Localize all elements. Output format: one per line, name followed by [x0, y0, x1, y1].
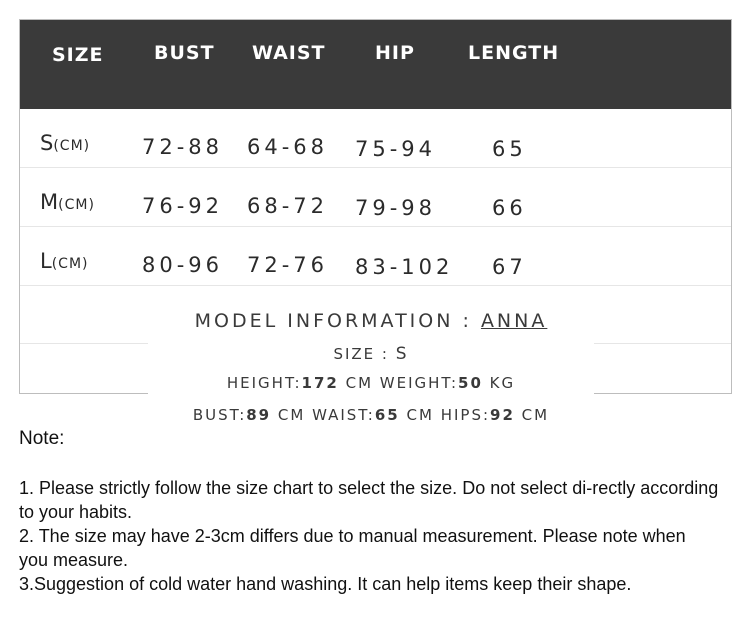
size-label: [40, 131, 90, 155]
bust-unit: CM: [271, 406, 313, 424]
model-measurements: [148, 406, 594, 424]
bust-value: 80-96: [142, 253, 224, 277]
model-info-title: [148, 310, 594, 332]
height-label: HEIGHT:: [226, 374, 302, 392]
length-value: 67: [492, 255, 527, 279]
note-item: 1. Please strictly follow the size chart to select the size. Do not select di-rectly according to your habits.: [19, 478, 719, 522]
model-info-label: MODEL INFORMATION :: [194, 310, 481, 332]
length-value: 65: [492, 137, 527, 161]
height-unit: CM: [338, 374, 380, 392]
table-row-l: [20, 227, 731, 286]
table-row-m: [20, 168, 731, 227]
size-chart-header: [20, 20, 731, 109]
hips-unit: CM: [514, 406, 550, 424]
waist-value: 68-72: [247, 194, 329, 218]
table-row-s: [20, 109, 731, 168]
waist-label: WAIST:: [312, 406, 375, 424]
model-bust-value: 89: [246, 406, 272, 424]
note-title: Note:: [19, 428, 65, 449]
size-unit: (CM): [58, 197, 95, 213]
model-height-weight: [148, 374, 594, 392]
size-letter: M: [40, 190, 59, 214]
model-size-value: S: [395, 344, 409, 364]
hips-label: HIPS:: [440, 406, 491, 424]
header-length: LENGTH: [468, 42, 560, 64]
hip-value: 83-102: [355, 255, 454, 279]
waist-value: 64-68: [247, 135, 329, 159]
hip-value: 75-94: [355, 137, 437, 161]
height-value: 172: [301, 374, 339, 392]
size-unit: (CM): [53, 138, 91, 154]
weight-value: 50: [458, 374, 483, 392]
model-hips-value: 92: [490, 406, 515, 424]
model-name: ANNA: [480, 310, 548, 332]
size-letter: S: [40, 131, 54, 155]
model-information: [148, 302, 594, 410]
length-value: 66: [492, 196, 527, 220]
bust-value: 72-88: [142, 135, 224, 159]
weight-label: WEIGHT:: [379, 374, 459, 392]
size-unit: (CM): [51, 256, 89, 272]
note-list: [19, 476, 719, 596]
model-waist-value: 65: [374, 406, 400, 424]
weight-unit: KG: [482, 374, 516, 392]
note-item: 2. The size may have 2-3cm differs due to manual measurement. Please note when you measure.: [19, 526, 686, 570]
size-letter: L: [40, 249, 52, 273]
size-label: [40, 190, 95, 214]
waist-unit: CM: [399, 406, 441, 424]
bust-label: BUST:: [192, 406, 247, 424]
hip-value: 79-98: [355, 196, 437, 220]
header-hip: HIP: [375, 42, 415, 64]
model-size: [148, 344, 594, 364]
header-bust: BUST: [154, 42, 215, 64]
header-size: SIZE: [52, 44, 104, 66]
size-label: [40, 249, 88, 273]
model-size-label: SIZE :: [333, 345, 396, 363]
note-item: 3.Suggestion of cold water hand washing. It can help items keep their shape.: [19, 574, 632, 594]
header-waist: WAIST: [252, 42, 326, 64]
waist-value: 72-76: [247, 253, 329, 277]
bust-value: 76-92: [142, 194, 224, 218]
